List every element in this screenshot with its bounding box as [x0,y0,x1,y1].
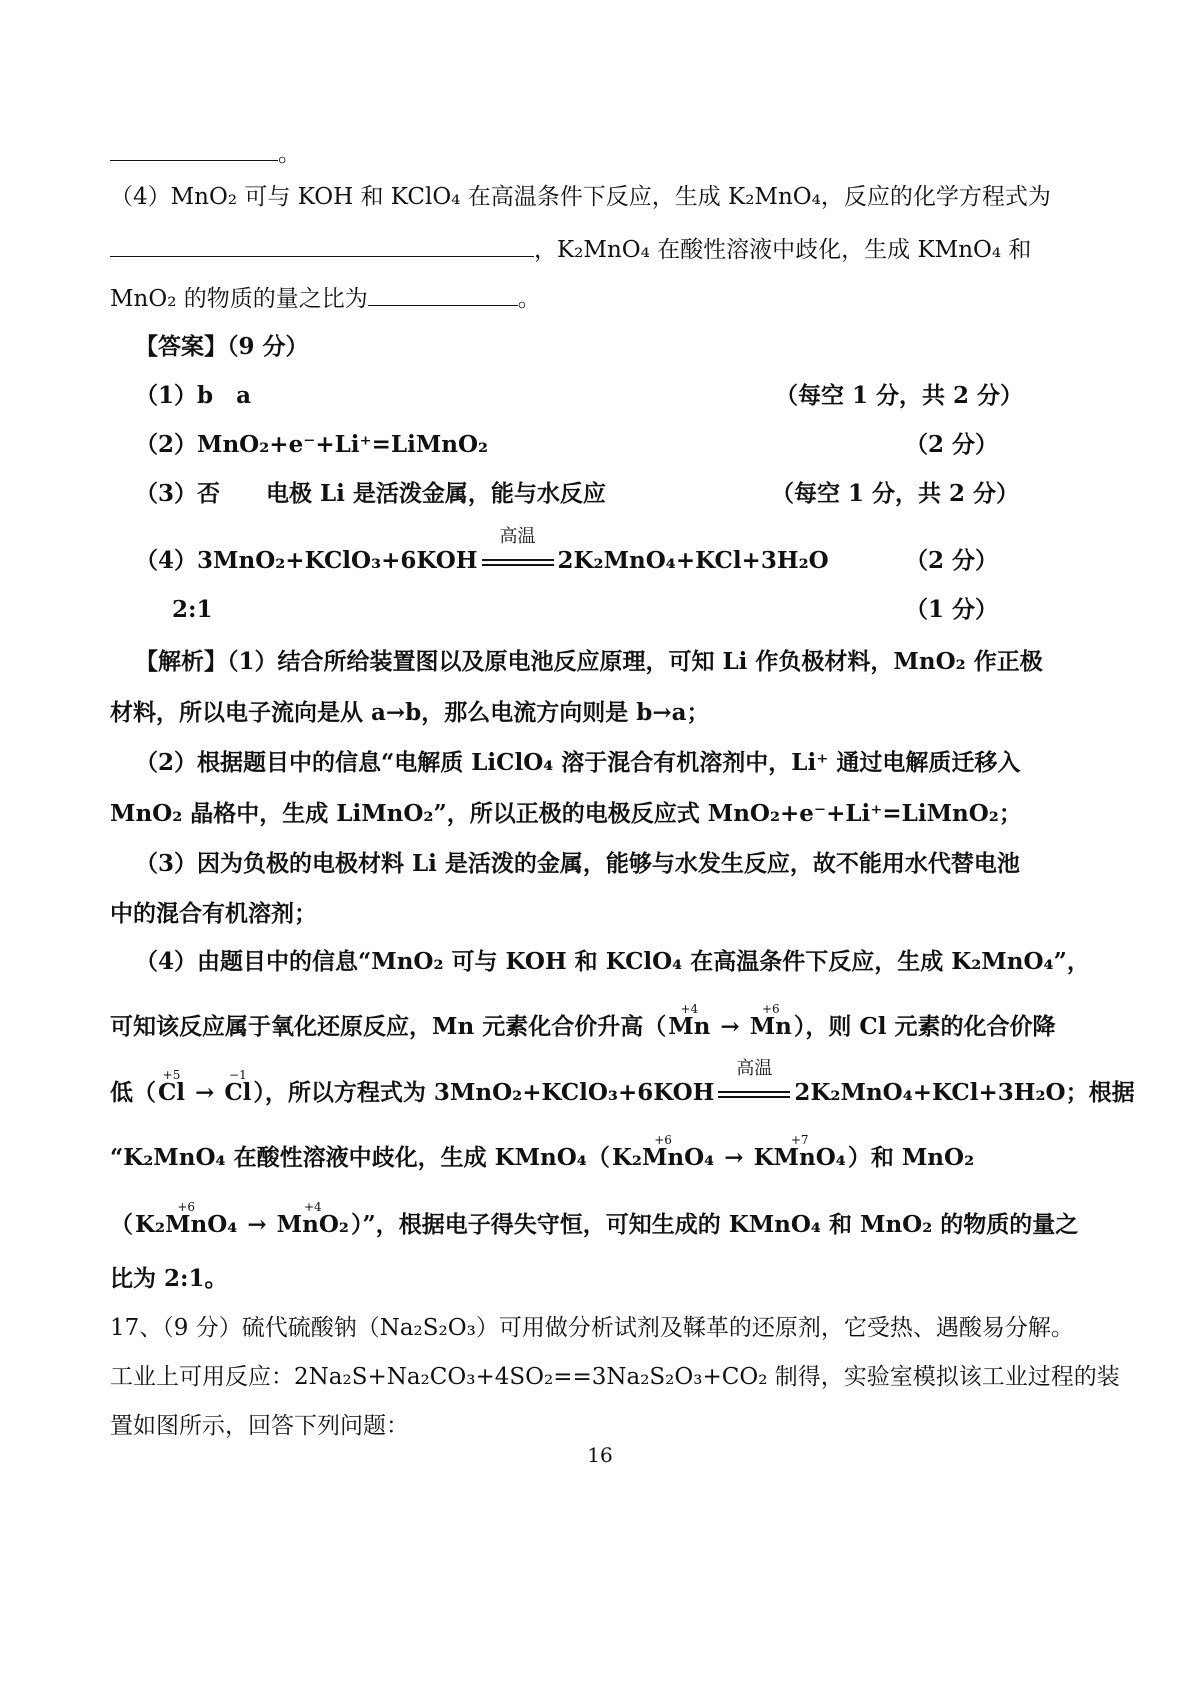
analysis-line-6: 中的混合有机溶剂； [110,900,317,927]
question-4-line-3: MnO₂ 的物质的量之比为 。 [110,283,1200,314]
oxidation-state: +6 K₂MnO₄ [135,1200,238,1238]
analysis-line-12: 比为 2:1。 [110,1265,228,1292]
question-4-line-1: （4）MnO₂ 可与 KOH 和 KClO₄ 在高温条件下反应，生成 K₂MnO₄，反应的化学方程式为 [110,184,1051,210]
analysis-line-2: 材料，所以电子流向是从 a→b，那么电流方向则是 b→a； [110,699,710,726]
answer-blank [368,283,518,306]
answer-5: 2:1 （1 分） [172,596,999,623]
answer-3: （3）否 电极 Li 是活泼金属，能与水反应 （每空 1 分，共 2 分） [135,480,1020,507]
oxidation-state: −1 Cl [224,1068,252,1106]
question-17-line-3: 置如图所示，回答下列问题： [110,1413,409,1439]
blank-line-continuation: 。 [110,138,1200,169]
answer-blank [110,234,534,257]
question-4-line-2: ，K₂MnO₄ 在酸性溶液中歧化，生成 KMnO₄ 和 [110,234,1200,265]
oxidation-state: +4 MnO₂ [276,1200,349,1238]
analysis-line-8: 可知该反应属于氧化还原反应，Mn 元素化合价升高（ +4 Mn → +6 Mn），则 Cl 元素的化合价降 [110,1002,1056,1040]
answer-3-score: （每空 1 分，共 2 分） [771,480,1020,507]
analysis-line-10: “K₂MnO₄ 在酸性溶液中歧化，生成 KMnO₄（ +6 K₂MnO₄ → +7 KMnO₄）和 MnO₂ [110,1133,975,1171]
oxidation-state: +6 Mn [749,1002,792,1040]
analysis-line-11: （ +6 K₂MnO₄ → +4 MnO₂）”，根据电子得失守恒，可知生成的 KMnO₄ 和 MnO₂ 的物质的量之 [110,1200,1079,1238]
analysis-line-5: （3）因为负极的电极材料 Li 是活泼的金属，能够与水发生反应，故不能用水代替电池 [135,850,1020,877]
answer-blank [110,138,278,161]
high-temp-equals-sign: 高温 [478,546,558,576]
oxidation-state: +5 Cl [158,1068,186,1106]
oxidation-state: +4 Mn [668,1002,711,1040]
answer-2-score: （2 分） [905,431,999,458]
answer-4-score: （2 分） [905,547,999,574]
answer-4: （4）3MnO₂+KClO₃+6KOH 高温 2K₂MnO₄+KCl+3H₂O （2 分） [135,526,999,574]
answer-title: 【答案】（9 分） [135,333,309,360]
question-17-line-1: 17、（9 分）硫代硫酸钠（Na₂S₂O₃）可用做分析试剂及鞣革的还原剂，它受热、遇酸易分解。 [110,1315,1074,1341]
analysis-line-3: （2）根据题目中的信息“电解质 LiClO₄ 溶于混合有机溶剂中，Li⁺ 通过电解质迁移入 [135,749,1021,776]
oxidation-state: +6 K₂MnO₄ [611,1133,715,1171]
page-number: 16 [587,1443,613,1467]
analysis-line-1: 【解析】（1）结合所给装置图以及原电池反应原理，可知 Li 作负极材料，MnO₂ 作正极 [135,648,1043,675]
analysis-line-9: 低（ +5 Cl → −1 Cl），所以方程式为 3MnO₂+KClO₃+6KOH 高温 2K₂MnO₄+KCl+3H₂O；根据 [110,1058,1135,1106]
answer-1: （1）b a （每空 1 分，共 2 分） [135,382,1024,409]
oxidation-state: +7 KMnO₄ [753,1133,846,1171]
question-17-line-2: 工业上可用反应：2Na₂S+Na₂CO₃+4SO₂==3Na₂S₂O₃+CO₂ 制得，实验室模拟该工业过程的装 [110,1364,1120,1390]
high-temp-equals-sign: 高温 [714,1078,794,1108]
answer-2: （2）MnO₂+e⁻+Li⁺=LiMnO₂ （2 分） [135,431,999,458]
analysis-line-7: （4）由题目中的信息“MnO₂ 可与 KOH 和 KClO₄ 在高温条件下反应，生成 K₂MnO₄”， [135,948,1090,975]
answer-1-score: （每空 1 分，共 2 分） [775,382,1024,409]
analysis-line-4: MnO₂ 晶格中，生成 LiMnO₂”，所以正极的电极反应式 MnO₂+e⁻+Li⁺=LiMnO₂； [110,800,1022,827]
answer-5-score: （1 分） [905,596,999,623]
